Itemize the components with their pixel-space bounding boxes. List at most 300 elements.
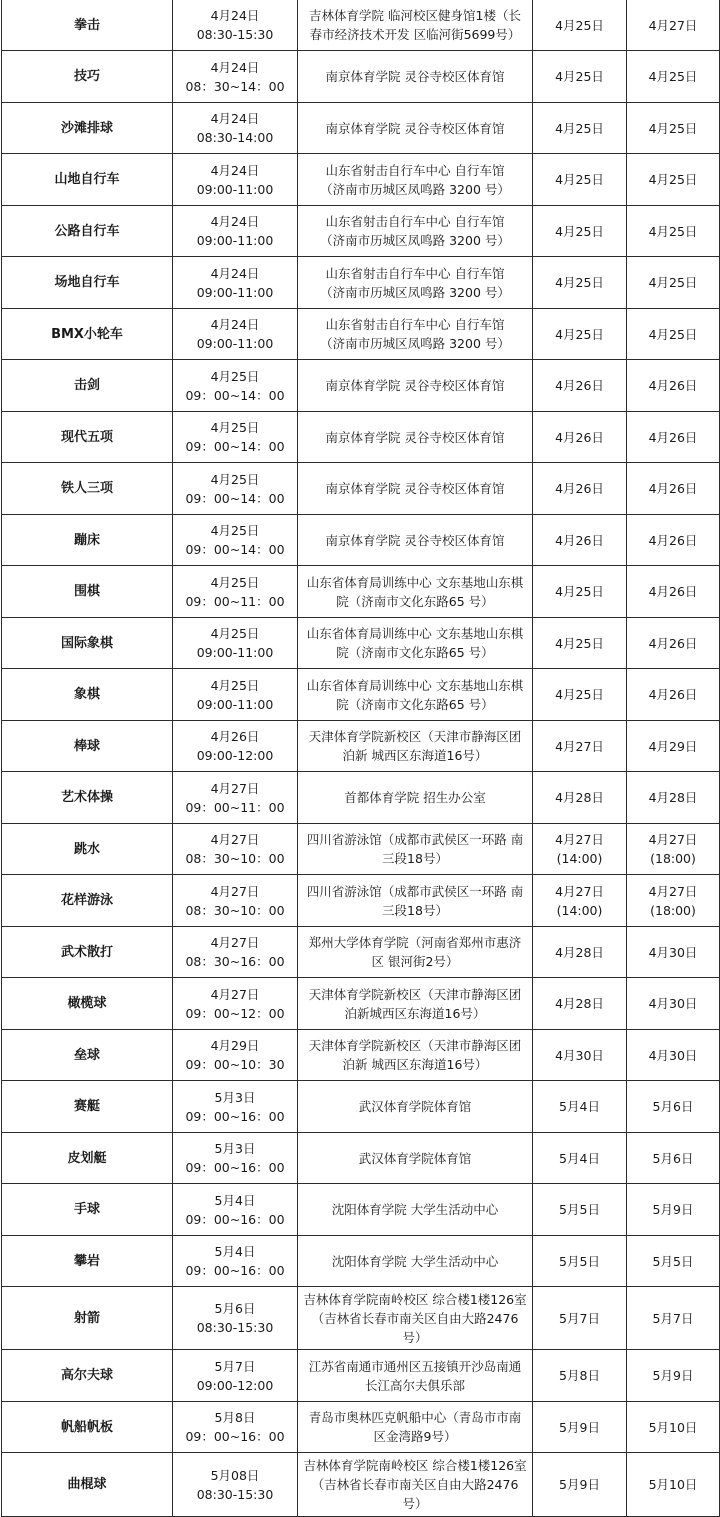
exam-time-line: 4月24日 [210, 317, 260, 332]
result-date-cell [533, 772, 627, 824]
exam-time-line: 09：00~11：00 [185, 799, 285, 815]
table-row [2, 1402, 720, 1453]
venue-cell [298, 927, 533, 978]
confirm-date-cell [627, 360, 720, 412]
exam-time-line: 08:30-15:30 [196, 27, 274, 42]
exam-time-cell [173, 772, 298, 824]
result-date-line: 4月25日 [555, 635, 604, 651]
exam-time-cell [173, 360, 298, 412]
result-date-line: 4月28日 [555, 996, 604, 1011]
confirm-date-line: 4月27日 [648, 832, 698, 847]
venue-cell [298, 206, 533, 257]
venue-cell [298, 463, 533, 515]
table-row [2, 1081, 720, 1133]
result-date-line: 4月30日 [555, 1047, 604, 1063]
exam-time-cell [173, 154, 298, 206]
venue-line: 山东省射击自行车中心 自行车馆 [325, 214, 505, 229]
venue-cell [298, 515, 533, 566]
result-date-cell [533, 0, 627, 51]
confirm-date-line: (18:00) [650, 851, 696, 866]
exam-time-cell [173, 721, 298, 772]
venue-line: 泊新城西区东海道16号） [344, 1005, 486, 1021]
confirm-date-cell [627, 309, 720, 360]
exam-time-cell [173, 618, 298, 669]
result-date-line: 4月27日 [555, 832, 604, 847]
confirm-date-line: 5月9日 [652, 1202, 694, 1217]
venue-cell [298, 669, 533, 721]
confirm-date-line: 4月25日 [648, 172, 698, 187]
confirm-date-cell [627, 515, 720, 566]
table-row [2, 1350, 720, 1402]
venue-line: 号） [402, 1496, 428, 1511]
exam-time-line: 5月08日 [210, 1467, 260, 1483]
venue-cell [298, 566, 533, 618]
result-date-line: 4月26日 [555, 378, 604, 393]
sport-name-cell: 花样游泳 [2, 875, 173, 927]
venue-line: 武汉体育学院体育馆 [358, 1099, 472, 1114]
venue-cell [298, 978, 533, 1030]
table-row [2, 154, 720, 206]
result-date-cell [533, 360, 627, 412]
venue-line: 山东省体育局训练中心 文东基地山东棋 [306, 574, 524, 590]
result-date-line: 4月26日 [555, 532, 604, 548]
venue-line: 沈阳体育学院 大学生活动中心 [331, 1202, 499, 1217]
result-date-cell [533, 875, 627, 927]
table-row [2, 515, 720, 566]
exam-time-line: 5月3日 [214, 1141, 256, 1156]
sport-name-cell: 射箭 [2, 1287, 173, 1350]
venue-cell [298, 772, 533, 824]
venue-cell [298, 0, 533, 51]
confirm-date-line: 4月26日 [648, 378, 698, 393]
venue-line: 沈阳体育学院 大学生活动中心 [331, 1253, 499, 1269]
result-date-cell [533, 1453, 627, 1517]
result-date-line: 4月27日 [555, 883, 604, 899]
exam-time-cell [173, 1287, 298, 1350]
result-date-line: 5月9日 [559, 1477, 600, 1492]
venue-line: 号） [402, 1329, 428, 1345]
result-date-cell [533, 669, 627, 721]
result-date-cell [533, 309, 627, 360]
result-date-cell [533, 824, 627, 875]
confirm-date-cell [627, 772, 720, 824]
exam-time-line: 09:00-12:00 [196, 748, 274, 763]
sport-name-cell: 武术散打 [2, 927, 173, 978]
venue-line: 首都体育学院 招生办公室 [344, 790, 486, 805]
result-date-cell [533, 154, 627, 206]
venue-cell [298, 721, 533, 772]
exam-time-line: 08：30~10：00 [185, 902, 285, 918]
exam-time-line: 4月27日 [210, 986, 260, 1002]
result-date-cell [533, 103, 627, 154]
result-date-cell [533, 1402, 627, 1453]
exam-time-cell [173, 1453, 298, 1517]
exam-time-line: 4月24日 [210, 265, 260, 281]
confirm-date-cell [627, 1081, 720, 1133]
venue-line: 山东省射击自行车中心 自行车馆 [325, 265, 505, 281]
table-row [2, 1184, 720, 1236]
exam-time-line: 09:00-11:00 [196, 696, 274, 712]
venue-line: 南京体育学院 灵谷寺校区体育馆 [325, 532, 505, 548]
venue-line: （济南市历城区凤鸣路 3200 号） [320, 181, 510, 197]
table-row [2, 875, 720, 927]
venue-line: 吉林体育学院南岭校区 综合楼1楼126室 [303, 1458, 527, 1473]
sport-name-cell: 攀岩 [2, 1236, 173, 1287]
confirm-date-line: 4月25日 [648, 69, 698, 84]
venue-line: 天津体育学院新校区（天津市静海区团 [308, 1038, 522, 1053]
venue-line: 南京体育学院 灵谷寺校区体育馆 [325, 481, 505, 496]
exam-time-cell [173, 515, 298, 566]
exam-time-line: 09：00~14：00 [185, 439, 285, 454]
table-row [2, 1236, 720, 1287]
venue-line: 三段18号） [382, 851, 448, 866]
exam-time-line: 4月27日 [210, 883, 260, 899]
venue-cell [298, 412, 533, 463]
exam-time-cell [173, 1184, 298, 1236]
result-date-line: 4月25日 [555, 172, 604, 187]
confirm-date-line: 4月27日 [648, 17, 698, 33]
result-date-cell [533, 1081, 627, 1133]
table-row [2, 257, 720, 309]
confirm-date-cell [627, 206, 720, 257]
table-row [2, 927, 720, 978]
venue-line: 南京体育学院 灵谷寺校区体育馆 [325, 429, 505, 445]
exam-time-line: 4月24日 [210, 214, 260, 229]
venue-cell [298, 309, 533, 360]
result-date-cell [533, 618, 627, 669]
exam-time-line: 5月8日 [214, 1410, 256, 1425]
exam-time-line: 09:00-11:00 [196, 284, 274, 300]
sport-name-cell: 棒球 [2, 721, 173, 772]
sport-name-cell: 围棋 [2, 566, 173, 618]
result-date-cell [533, 1350, 627, 1402]
result-date-cell [533, 257, 627, 309]
exam-time-line: 09:00-11:00 [196, 233, 274, 248]
venue-line: 山东省射击自行车中心 自行车馆 [325, 317, 505, 332]
confirm-date-cell [627, 1236, 720, 1287]
exam-schedule-table [1, 0, 720, 1517]
venue-line: 山东省体育局训练中心 文东基地山东棋 [306, 626, 524, 641]
venue-line: （济南市历城区凤鸣路 3200 号） [320, 284, 510, 300]
confirm-date-cell [627, 103, 720, 154]
result-date-cell [533, 1030, 627, 1081]
result-date-line: 4月25日 [555, 326, 604, 342]
confirm-date-line: 5月10日 [648, 1419, 698, 1435]
venue-line: 山东省射击自行车中心 自行车馆 [325, 162, 505, 178]
result-date-cell [533, 206, 627, 257]
result-date-line: 4月28日 [555, 944, 604, 960]
result-date-line: 5月4日 [559, 1150, 600, 1166]
exam-time-line: 09：00~11：00 [185, 593, 285, 609]
confirm-date-cell [627, 1350, 720, 1402]
exam-time-cell [173, 1081, 298, 1133]
exam-time-line: 09:00-11:00 [196, 645, 274, 660]
schedule-body [2, 0, 720, 1517]
table-row [2, 206, 720, 257]
exam-time-line: 09:00-12:00 [196, 1377, 274, 1393]
result-date-cell [533, 1287, 627, 1350]
venue-line: （济南市历城区凤鸣路 3200 号） [320, 233, 510, 248]
venue-line: （济南市历城区凤鸣路 3200 号） [320, 336, 510, 351]
exam-time-line: 4月25日 [210, 368, 260, 384]
exam-time-line: 09：00~14：00 [185, 542, 285, 557]
confirm-date-line: 4月28日 [648, 790, 698, 805]
exam-time-cell [173, 1236, 298, 1287]
table-row [2, 618, 720, 669]
venue-cell [298, 1350, 533, 1402]
confirm-date-line: 5月9日 [652, 1368, 694, 1383]
result-date-cell [533, 1133, 627, 1184]
result-date-line: 5月7日 [559, 1310, 600, 1326]
table-row [2, 1030, 720, 1081]
result-date-cell [533, 721, 627, 772]
result-date-line: 5月5日 [559, 1253, 600, 1269]
sport-name-cell: 拳击 [2, 0, 173, 51]
confirm-date-line: 4月26日 [648, 429, 698, 445]
table-row [2, 103, 720, 154]
confirm-date-cell [627, 1287, 720, 1350]
venue-line: 春市经济技术开发 区临河街5699号） [309, 27, 521, 42]
sport-name-cell: 橄榄球 [2, 978, 173, 1030]
venue-line: 天津体育学院新校区（天津市静海区团 [308, 986, 522, 1002]
exam-time-line: 09：00~14：00 [185, 490, 285, 506]
venue-cell [298, 1236, 533, 1287]
sport-name-cell: 垒球 [2, 1030, 173, 1081]
exam-time-line: 4月25日 [210, 471, 260, 487]
result-date-line: 5月5日 [559, 1202, 600, 1217]
venue-cell [298, 1081, 533, 1133]
result-date-line: (14:00) [556, 902, 603, 918]
table-row [2, 51, 720, 103]
result-date-line: 4月27日 [555, 738, 604, 754]
sport-name-cell: 击剑 [2, 360, 173, 412]
result-date-line: 4月25日 [555, 687, 604, 702]
result-date-cell [533, 51, 627, 103]
confirm-date-line: 4月25日 [648, 275, 698, 290]
exam-time-cell [173, 824, 298, 875]
exam-time-line: 4月25日 [210, 523, 260, 538]
confirm-date-cell [627, 154, 720, 206]
exam-time-cell [173, 206, 298, 257]
result-date-cell [533, 1236, 627, 1287]
exam-time-cell [173, 51, 298, 103]
confirm-date-line: 4月26日 [648, 584, 698, 599]
confirm-date-cell [627, 0, 720, 51]
venue-cell [298, 257, 533, 309]
exam-time-cell [173, 309, 298, 360]
confirm-date-cell [627, 1184, 720, 1236]
venue-cell [298, 1453, 533, 1517]
sport-name-cell: 国际象棋 [2, 618, 173, 669]
sport-name-cell: 手球 [2, 1184, 173, 1236]
table-row [2, 978, 720, 1030]
table-row [2, 772, 720, 824]
venue-line: 院（济南市文化东路65 号） [336, 645, 494, 660]
sport-name-cell: 山地自行车 [2, 154, 173, 206]
sport-name-cell: 沙滩排球 [2, 103, 173, 154]
venue-line: 武汉体育学院体育馆 [358, 1150, 472, 1166]
exam-time-line: 4月29日 [210, 1038, 260, 1053]
result-date-line: 5月8日 [559, 1368, 600, 1383]
table-row [2, 463, 720, 515]
result-date-line: 4月25日 [555, 584, 604, 599]
exam-time-cell [173, 1133, 298, 1184]
exam-time-cell [173, 257, 298, 309]
confirm-date-line: 4月26日 [648, 635, 698, 651]
confirm-date-cell [627, 1133, 720, 1184]
venue-line: 四川省游泳馆（成都市武侯区一环路 南 [306, 883, 524, 899]
venue-cell [298, 1184, 533, 1236]
table-row [2, 669, 720, 721]
venue-line: 院（济南市文化东路65 号） [336, 696, 494, 712]
sport-name-cell: 高尔夫球 [2, 1350, 173, 1402]
venue-line: （吉林省长春市南关区自由大路2476 [311, 1310, 519, 1326]
venue-cell [298, 1030, 533, 1081]
confirm-date-line: 5月5日 [652, 1253, 694, 1269]
exam-time-line: 4月25日 [210, 420, 260, 435]
exam-time-line: 5月3日 [214, 1089, 256, 1105]
exam-time-cell [173, 0, 298, 51]
result-date-cell [533, 978, 627, 1030]
confirm-date-cell [627, 1453, 720, 1517]
exam-time-cell [173, 1402, 298, 1453]
sport-name-cell: 铁人三项 [2, 463, 173, 515]
result-date-line: 4月26日 [555, 429, 604, 445]
exam-time-line: 4月26日 [210, 729, 260, 744]
table-row [2, 360, 720, 412]
exam-time-line: 09：00~10：30 [185, 1057, 285, 1072]
exam-time-line: 5月4日 [214, 1192, 256, 1208]
venue-line: 南京体育学院 灵谷寺校区体育馆 [325, 69, 505, 84]
result-date-line: 5月9日 [559, 1419, 600, 1435]
sport-name-cell: 场地自行车 [2, 257, 173, 309]
sport-name-cell: 象棋 [2, 669, 173, 721]
exam-time-line: 08:30-14:00 [196, 130, 274, 145]
exam-time-line: 4月25日 [210, 574, 260, 590]
exam-time-cell [173, 463, 298, 515]
result-date-cell [533, 927, 627, 978]
confirm-date-cell [627, 618, 720, 669]
exam-time-line: 4月27日 [210, 780, 260, 796]
exam-time-line: 4月24日 [210, 162, 260, 178]
confirm-date-cell [627, 721, 720, 772]
confirm-date-line: 4月26日 [648, 532, 698, 548]
sport-name-cell: 帆船帆板 [2, 1402, 173, 1453]
result-date-line: 4月25日 [555, 17, 604, 33]
exam-time-line: 09：00~16：00 [185, 1211, 285, 1227]
exam-time-line: 08：30~14：00 [185, 78, 285, 94]
result-date-cell [533, 412, 627, 463]
exam-time-cell [173, 927, 298, 978]
exam-time-line: 09：00~14：00 [185, 387, 285, 403]
venue-cell [298, 360, 533, 412]
confirm-date-line: 4月27日 [648, 883, 698, 899]
confirm-date-line: 4月26日 [648, 481, 698, 496]
confirm-date-line: 4月29日 [648, 738, 698, 754]
exam-time-line: 08:30-15:30 [196, 1320, 274, 1335]
venue-line: 吉林体育学院 临河校区健身馆1楼（长 [309, 8, 521, 23]
confirm-date-line: 4月25日 [648, 326, 698, 342]
venue-line: 郑州大学体育学院（河南省郑州市惠济 [308, 935, 522, 950]
sport-name-cell: 赛艇 [2, 1081, 173, 1133]
confirm-date-line: 5月10日 [648, 1477, 698, 1492]
confirm-date-cell [627, 875, 720, 927]
table-row [2, 566, 720, 618]
exam-time-line: 09:00-11:00 [196, 336, 274, 351]
exam-time-line: 4月25日 [210, 677, 260, 693]
confirm-date-line: 4月30日 [648, 944, 698, 960]
exam-time-cell [173, 566, 298, 618]
exam-time-cell [173, 103, 298, 154]
confirm-date-line: 4月25日 [648, 120, 698, 136]
table-row [2, 309, 720, 360]
venue-line: 区 银河街2号） [371, 954, 459, 969]
confirm-date-line: 5月7日 [652, 1310, 694, 1326]
venue-cell [298, 103, 533, 154]
venue-cell [298, 824, 533, 875]
confirm-date-cell [627, 669, 720, 721]
venue-line: （吉林省长春市南关区自由大路2476 [311, 1477, 519, 1492]
table-row [2, 412, 720, 463]
venue-cell [298, 1133, 533, 1184]
result-date-line: 4月26日 [555, 481, 604, 496]
venue-line: 南京体育学院 灵谷寺校区体育馆 [325, 378, 505, 393]
exam-time-line: 09：00~12：00 [185, 1005, 285, 1021]
venue-cell [298, 51, 533, 103]
exam-time-line: 09：00~16：00 [185, 1263, 285, 1278]
exam-time-cell [173, 1030, 298, 1081]
result-date-cell [533, 566, 627, 618]
sport-name-cell: 现代五项 [2, 412, 173, 463]
exam-time-line: 09：00~16：00 [185, 1429, 285, 1444]
venue-line: 四川省游泳馆（成都市武侯区一环路 南 [306, 832, 524, 847]
confirm-date-line: 5月6日 [652, 1150, 694, 1166]
exam-time-line: 4月24日 [210, 59, 260, 75]
exam-time-line: 4月27日 [210, 935, 260, 950]
venue-line: 长江高尔夫俱乐部 [364, 1377, 465, 1393]
venue-line: 泊新 城西区东海道16号） [342, 748, 488, 763]
venue-line: 山东省体育局训练中心 文东基地山东棋 [306, 677, 524, 693]
confirm-date-line: 4月30日 [648, 996, 698, 1011]
confirm-date-cell [627, 927, 720, 978]
exam-time-line: 09：00~16：00 [185, 1108, 285, 1124]
result-date-line: 4月25日 [555, 69, 604, 84]
exam-time-line: 5月6日 [214, 1301, 256, 1316]
venue-line: 区金湾路9号） [373, 1429, 457, 1444]
exam-time-line: 09:00-11:00 [196, 181, 274, 197]
confirm-date-line: (18:00) [650, 902, 696, 918]
confirm-date-cell [627, 1402, 720, 1453]
table-row [2, 0, 720, 51]
venue-cell [298, 618, 533, 669]
sport-name-cell: 公路自行车 [2, 206, 173, 257]
venue-line: 泊新 城西区东海道16号） [342, 1057, 488, 1072]
venue-line: 江苏省南通市通州区五接镇开沙岛南通 [308, 1358, 522, 1374]
venue-cell [298, 875, 533, 927]
sport-name-cell: 技巧 [2, 51, 173, 103]
result-date-line: 4月28日 [555, 790, 604, 805]
sport-name-cell: 蹦床 [2, 515, 173, 566]
confirm-date-line: 4月26日 [648, 687, 698, 702]
result-date-line: (14:00) [556, 851, 603, 866]
venue-line: 南京体育学院 灵谷寺校区体育馆 [325, 120, 505, 136]
result-date-cell [533, 1184, 627, 1236]
exam-time-cell [173, 978, 298, 1030]
confirm-date-cell [627, 824, 720, 875]
exam-time-line: 08：30~10：00 [185, 851, 285, 866]
confirm-date-cell [627, 463, 720, 515]
sport-name-cell: 艺术体操 [2, 772, 173, 824]
